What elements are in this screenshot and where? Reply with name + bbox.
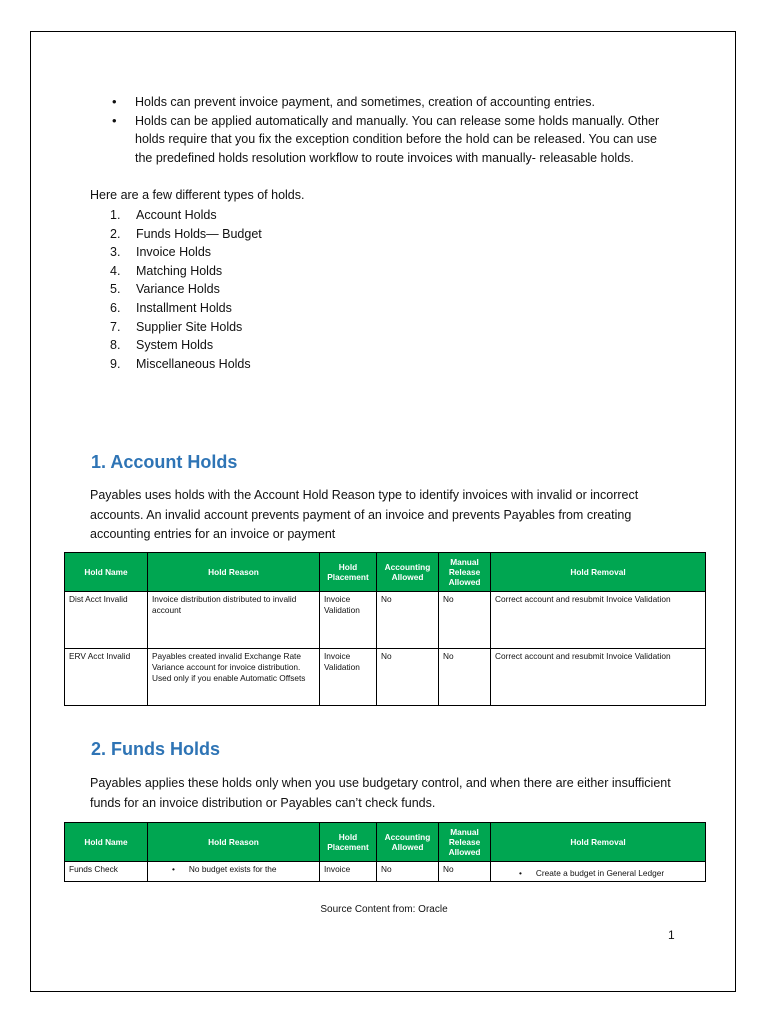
section-heading-account-holds: 1. Account Holds: [91, 452, 238, 472]
cell-hold-removal: • Create a budget in General Ledger: [491, 862, 706, 882]
col-hold-placement: Hold Placement: [320, 553, 377, 592]
list-item: 9. Miscellaneous Holds: [110, 356, 251, 371]
col-hold-placement: Hold Placement: [320, 823, 377, 862]
cell-hold-name: Funds Check: [65, 862, 148, 882]
cell-hold-name: ERV Acct Invalid: [65, 649, 148, 706]
cell-hold-placement: Invoice Validation: [320, 592, 377, 649]
list-item: 4. Matching Holds: [110, 263, 223, 278]
cell-manual-release: No: [439, 592, 491, 649]
list-item: 8. System Holds: [110, 338, 214, 353]
cell-hold-removal: Correct account and resubmit Invoice Validation: [491, 592, 706, 649]
cell-hold-removal: Correct account and resubmit Invoice Validation: [491, 649, 706, 706]
col-hold-removal: Hold Removal: [491, 553, 706, 592]
table-row: [65, 649, 706, 706]
funds-holds-table: [64, 822, 706, 882]
cell-accounting: No: [377, 862, 439, 882]
table-header-row: [65, 823, 706, 862]
table-row: [65, 862, 706, 882]
section-heading-funds-holds: 2. Funds Holds: [91, 739, 221, 759]
cell-manual-release: No: [439, 649, 491, 706]
list-item: 7. Supplier Site Holds: [110, 319, 243, 334]
cell-hold-name: Dist Acct Invalid: [65, 592, 148, 649]
list-item: 1. Account Holds: [110, 208, 217, 222]
account-holds-table: [64, 552, 706, 706]
bullet-text: Holds can prevent invoice payment, and sometimes, creation of accounting entries.: [135, 95, 595, 109]
col-hold-removal: Hold Removal: [491, 823, 706, 862]
account-holds-paragraph: Payables uses holds with the Account Hold Reason type to identify invoices with invalid or incorrect accounts. An invalid account prevents payment of an invoice and prevents Payables from creating accounting entries for an invoice or payment: [90, 488, 639, 541]
cell-accounting: No: [377, 592, 439, 649]
intro-text: Here are a few different types of holds.: [90, 188, 305, 202]
col-manual-release: Manual Release Allowed: [439, 823, 491, 862]
bullet-list: [87, 93, 677, 167]
bullet-text: Holds can be applied automatically and manually. You can release some holds manually. Other holds require that you fix the exception condition before the hold can be released. You can use the predefined holds resolution workflow to route invoices with manually- releasable holds.: [135, 113, 660, 165]
list-item: 3. Invoice Holds: [110, 245, 212, 260]
cell-hold-placement: Invoice: [320, 862, 377, 882]
col-accounting-allowed: Accounting Allowed: [377, 823, 439, 862]
table-header-row: [65, 553, 706, 592]
col-hold-name: Hold Name: [65, 553, 148, 592]
cell-manual-release: No: [439, 862, 491, 882]
list-item: 5. Variance Holds: [110, 282, 220, 297]
cell-hold-placement: Invoice Validation: [320, 649, 377, 706]
cell-hold-reason: Invoice distribution distributed to invalid account: [148, 592, 320, 649]
col-hold-reason: Hold Reason: [148, 553, 320, 592]
cell-hold-reason: Payables created invalid Exchange Rate Variance account for invoice distribution. Used only if you enable Automatic Offsets: [148, 649, 320, 706]
col-accounting-allowed: Accounting Allowed: [377, 553, 439, 592]
list-item: 6. Installment Holds: [110, 300, 232, 315]
col-manual-release: Manual Release Allowed: [439, 553, 491, 592]
bullet-icon: •: [172, 864, 175, 874]
page-number: 1: [668, 928, 675, 942]
col-hold-reason: Hold Reason: [148, 823, 320, 862]
funds-holds-paragraph: Payables applies these holds only when you use budgetary control, and when there are either insufficient funds for an invoice distribution or Payables can’t check funds.: [90, 776, 671, 810]
table-row: [65, 592, 706, 649]
hold-types-list: [110, 206, 262, 373]
col-hold-name: Hold Name: [65, 823, 148, 862]
bullet-icon: •: [112, 112, 117, 128]
source-footer: Source Content from: Oracle: [320, 904, 448, 915]
list-item: 2. Funds Holds— Budget: [110, 226, 262, 241]
bullet-item: [87, 112, 677, 168]
cell-accounting: No: [377, 649, 439, 706]
bullet-item: [87, 93, 677, 112]
cell-hold-reason: • No budget exists for the: [148, 862, 320, 882]
bullet-icon: •: [519, 868, 522, 878]
bullet-icon: •: [112, 94, 117, 109]
